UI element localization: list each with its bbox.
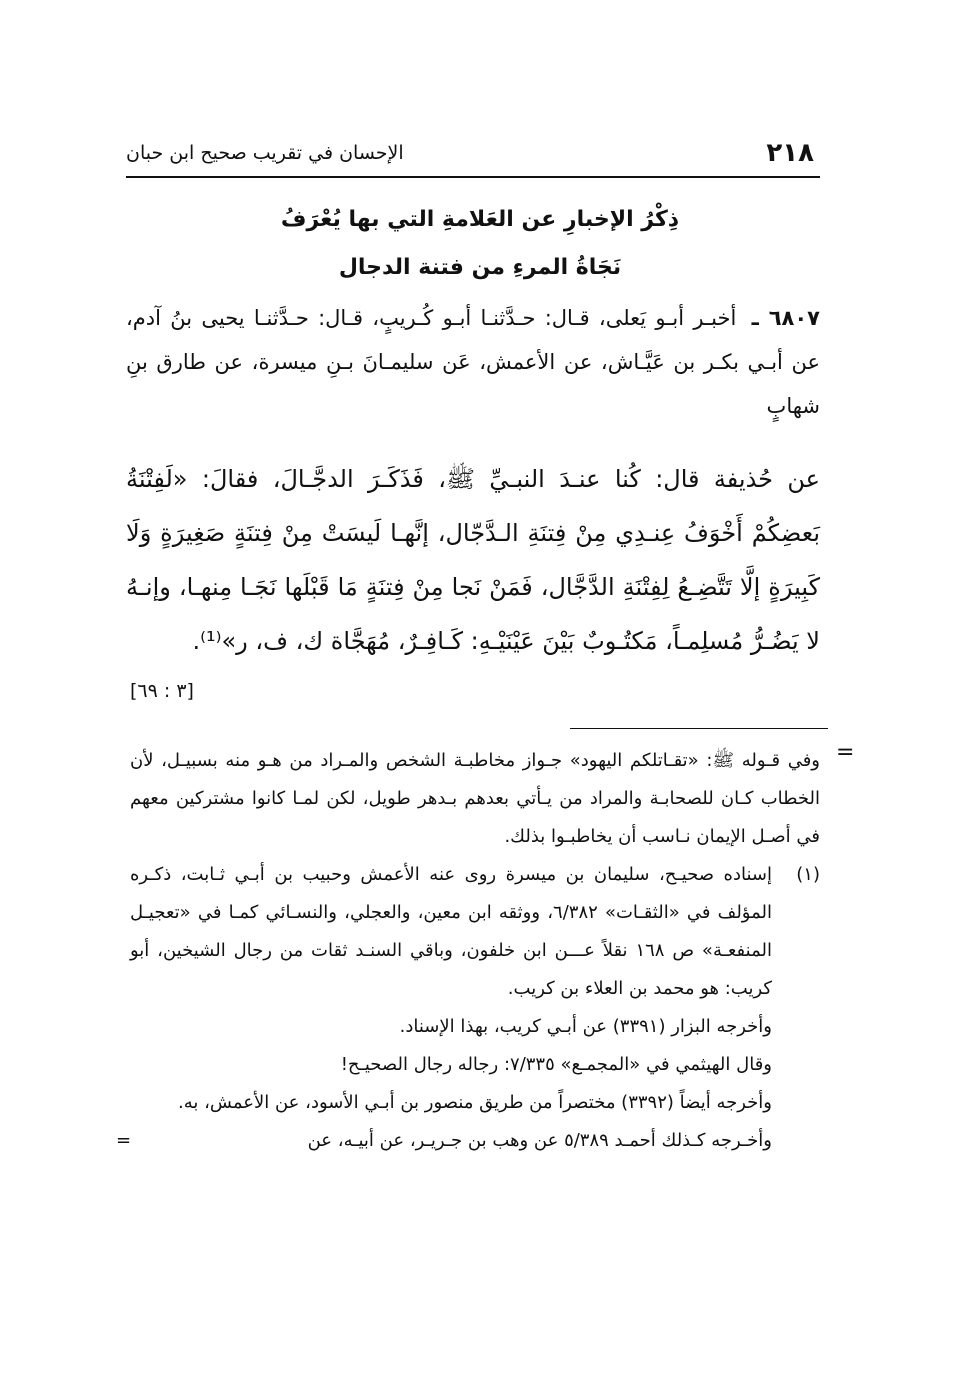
isnad-text: أخبـر أبـو يَعلى، قـال: حـدَّثنـا أبـو كُـريبٍ، قـال: حـدَّثنـا يحيى بنُ آدم، عن أبـي بكـر بن عَيَّـاش، عن الأعمش، عَن سليمـانَ بـنِ ميسرة، عن طارق بنِ شهابٍ [126,306,820,418]
footnote-continuation-mark: = [116,1130,132,1151]
page-number: ٢١٨ [766,138,814,168]
footnote-1-paragraph-5 [116,1122,820,1160]
footnote-1-paragraph-3: وقال الهيثمي في «المجمـع» ٧/٣٣٥: رجاله رجال الصحيـح! [340,1054,772,1075]
footnote-1-marker: (١) [796,864,820,885]
hadith-isnad [126,296,820,428]
footnote-1 [130,856,820,1008]
footnote-separator [570,728,828,729]
header-rule [126,176,820,178]
running-title: الإحسان في تقريب صحيح ابن حبان [126,142,404,164]
page-header [126,136,820,172]
hadith-reference: [٣ : ٦٩] [130,680,194,702]
footnote-1-paragraph-5-text: وأخـرجه كـذلك أحمـد ٥/٣٨٩ عن وهب بن جـريـر، عن أبيـه، عن [307,1130,772,1151]
hadith-matn: عن حُذيفة قال: كُنا عنـدَ النبـيِّ ﷺ، فَذَكَـرَ الدجَّـالَ، فقالَ: «لَفِتْنَةُ بَعضِكُمْ أَخْوَفُ عِنـدِي مِنْ فِتنَةِ الـدَّجّال، إنَّهـا لَيسَتْ مِنْ فِتنَةٍ صَغِيرَةٍ وَلَا كَبِيرَةٍ إلَّا تَتَّضِـعُ لِفِتْنَةِ الدَّجَّال، فَمَنْ نَجا مِنْ فِتنَةٍ مَا قَبْلَها نَجَـا مِنهـا، وإنـهُ لا يَضُـرُّ مُسلِمـاً، مَكتُـوبٌ بَيْنَ عَيْنَيْـهِ: كَـافِـرٌ، مُهَجَّاة ك، ف، ر»⁽¹⁾. [126,465,820,655]
chapter-title-line-2: نَجَاةُ المرءِ من فتنة الدجال [338,255,622,280]
chapter-title-line-1: ذِكْرُ الإخبارِ عن العَلامةِ التي بها يُعْرَفُ [280,207,680,232]
footnote-1-paragraph-4: وأخرجه أيضاً (٣٣٩٢) مختصراً من طريق منصور بن أبـي الأسود، عن الأعمش، به. [177,1092,772,1113]
footnote-1-paragraph-2: وأخرجه البزار (٣٣٩١) عن أبـي كريب، بهذا الإسناد. [399,1016,772,1037]
continuation-mark: = [836,740,855,765]
footnote-1-text: إسناده صحيـح، سليمان بن ميسرة روى عنه الأعمش وحبيب بن أبـي ثـابت، ذكـره المؤلف في «الثقـات» ٦/٣٨٢، ووثقه ابن معين، والعجلي، والنسـائي كمـا في «تعجيـل المنفعـة» ص ١٦٨ نقلاً عـــن ابن خلفون، وباقي السنـد ثقات من رجال الشيخين، أبو كريب: هو محمد بن العلاء بن كريب. [130,864,772,999]
chapter-title [140,196,820,292]
continued-footnote: وفي قـوله ﷺ: «تقـاتلكم اليهود» جـواز مخاطبـة الشخص والمـراد من هـو منه بسبيـل، لأن الخطاب كـان للصحابـة والمراد من يـأتي بعدهم بـدهر طويل، لكن لمـا كانوا مشتركين معهم في أصـل الإيمان نـاسب أن يخاطبـوا بذلك. [130,750,820,847]
hadith-number: ٦٨٠٧ ـ [751,306,820,330]
footnotes [116,742,820,1160]
